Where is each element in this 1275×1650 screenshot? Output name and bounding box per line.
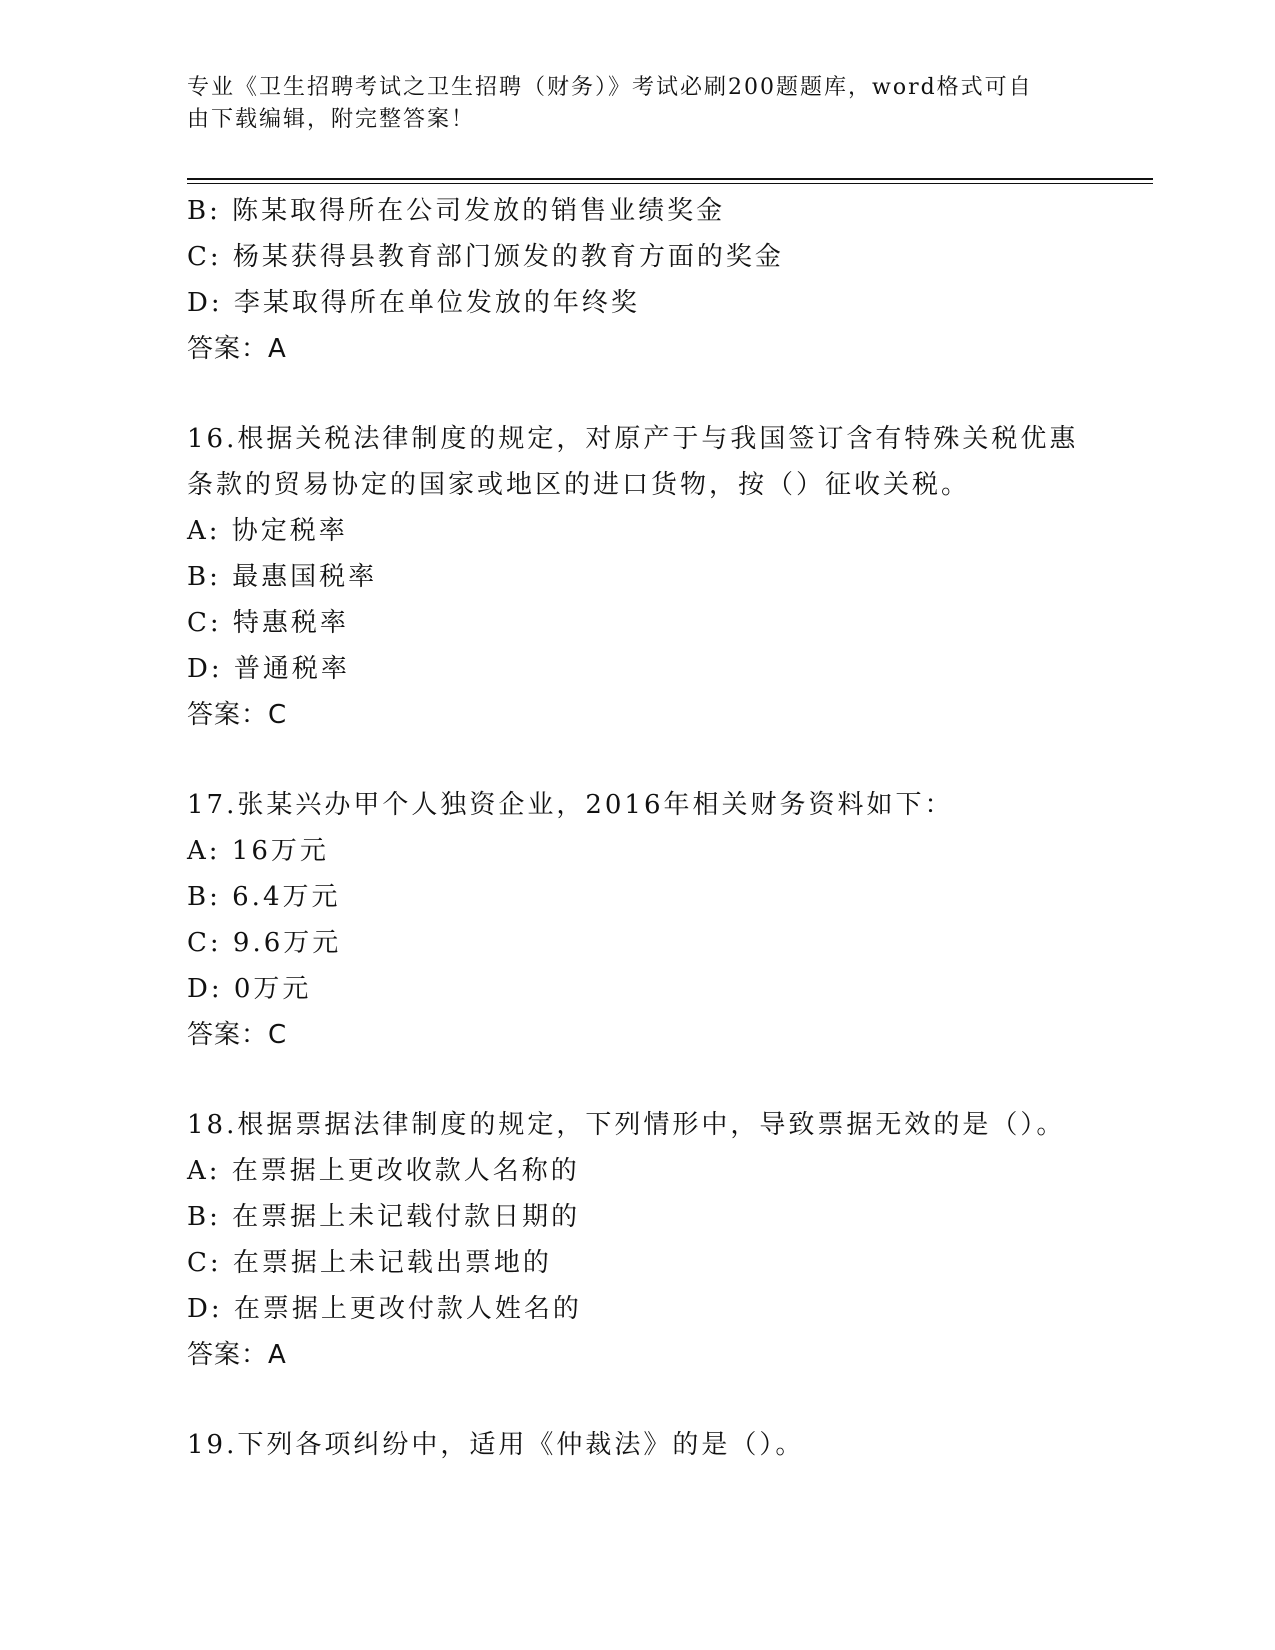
option-b: B: 陈某取得所在公司发放的销售业绩奖金 <box>187 196 726 226</box>
option-a: A: 在票据上更改收款人名称的 <box>187 1156 580 1186</box>
answer-line: 答案：C <box>187 700 288 730</box>
question-content <box>187 188 1087 1468</box>
question-15-block <box>187 188 1087 372</box>
option-b: B: 在票据上未记载付款日期的 <box>187 1202 581 1232</box>
option-c: C: 特惠税率 <box>187 608 349 638</box>
question-gap <box>187 738 1087 782</box>
question-stem: 17.张某兴办甲个人独资企业，2016年相关财务资料如下： <box>187 790 954 820</box>
question-gap <box>187 1378 1087 1422</box>
answer-line: 答案：A <box>187 334 287 364</box>
header-line-2: 由下载编辑，附完整答案！ <box>187 107 476 132</box>
answer-line: 答案：A <box>187 1340 287 1370</box>
option-d: D: 0万元 <box>187 974 312 1004</box>
question-gap <box>187 372 1087 416</box>
answer-line: 答案：C <box>187 1020 288 1050</box>
option-b: B: 最惠国税率 <box>187 562 378 592</box>
question-gap <box>187 1058 1087 1102</box>
option-c: C: 在票据上未记载出票地的 <box>187 1248 552 1278</box>
question-17-block <box>187 782 1087 1058</box>
option-a: A: 协定税率 <box>187 516 348 546</box>
question-stem: 16.根据关税法律制度的规定，对原产于与我国签订含有特殊关税优惠 <box>187 424 1079 454</box>
option-b: B: 6.4万元 <box>187 882 341 912</box>
header-line-1: 专业《卫生招聘考试之卫生招聘（财务）》考试必刷200题题库，word格式可自 <box>187 75 1033 100</box>
option-d: D: 在票据上更改付款人姓名的 <box>187 1294 582 1324</box>
question-stem: 18.根据票据法律制度的规定，下列情形中，导致票据无效的是（）。 <box>187 1110 1066 1140</box>
question-19-block <box>187 1422 1087 1468</box>
question-16-block <box>187 416 1087 738</box>
option-c: C: 9.6万元 <box>187 928 342 958</box>
question-stem-continued: 条款的贸易协定的国家或地区的进口货物，按（）征收关税。 <box>187 470 971 500</box>
header-rule-thin <box>187 183 1153 184</box>
question-18-block <box>187 1102 1087 1378</box>
option-d: D: 李某取得所在单位发放的年终奖 <box>187 288 640 318</box>
option-d: D: 普通税率 <box>187 654 350 684</box>
question-stem: 19.下列各项纠纷中，适用《仲裁法》的是（）。 <box>187 1430 805 1460</box>
header-rule-thick <box>187 178 1153 180</box>
option-a: A: 16万元 <box>187 836 329 866</box>
option-c: C: 杨某获得县教育部门颁发的教育方面的奖金 <box>187 242 784 272</box>
page-header <box>187 72 1067 136</box>
